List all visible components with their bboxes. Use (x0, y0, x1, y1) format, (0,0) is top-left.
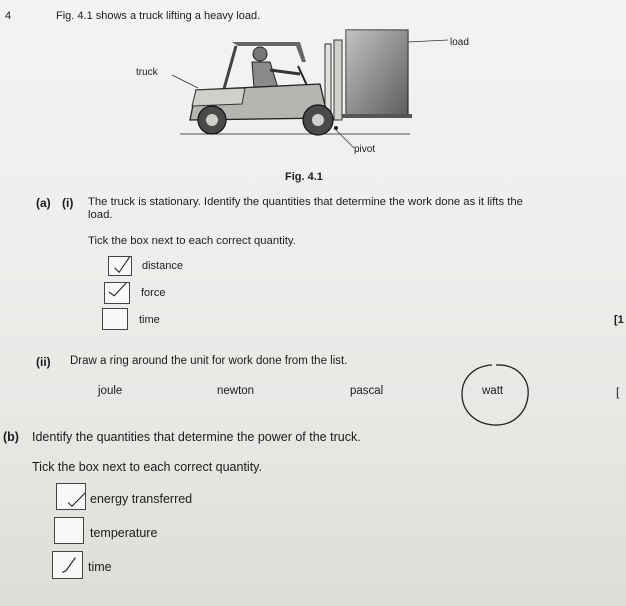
part-a-ii-label: (ii) (36, 355, 51, 369)
question-intro: Fig. 4.1 shows a truck lifting a heavy load. (56, 10, 261, 22)
checkbox-force[interactable] (104, 282, 130, 304)
part-a-i-label: (i) (62, 196, 74, 210)
option-time-a: time (139, 314, 160, 326)
option-distance: distance (142, 260, 183, 272)
part-a-instruction: Tick the box next to each correct quantity. (88, 235, 296, 247)
option-force: force (141, 287, 166, 299)
part-a-ii-question: Draw a ring around the unit for work done from the list. (70, 355, 348, 367)
tick-mark-icon (57, 484, 85, 509)
part-a-question-line1: The truck is stationary. Identify the quantities that determine the work done as it lifts the (88, 196, 523, 208)
figure-caption: Fig. 4.1 (285, 171, 323, 183)
option-energy-transferred: energy transferred (90, 492, 193, 506)
part-b-label: (b) (3, 430, 19, 444)
part-b-question: Identify the quantities that determine the power of the truck. (32, 430, 361, 444)
option-temperature: temperature (90, 526, 158, 540)
question-number: 4 (5, 10, 12, 22)
label-truck: truck (136, 67, 158, 78)
unit-joule[interactable]: joule (98, 385, 123, 397)
ring-around-watt (458, 362, 532, 428)
part-a-label: (a) (36, 196, 51, 210)
tick-mark-icon (105, 283, 129, 303)
label-load: load (450, 37, 469, 48)
checkbox-temperature[interactable] (54, 517, 84, 544)
unit-pascal[interactable]: pascal (350, 385, 384, 397)
checkbox-energy-transferred[interactable] (56, 483, 86, 510)
part-b-instruction: Tick the box next to each correct quantity. (32, 460, 262, 474)
tick-mark-icon (109, 257, 131, 275)
part-a-question-line2: load. (88, 209, 113, 221)
marks-a-i: [1 (614, 314, 624, 326)
option-time-b: time (88, 560, 112, 574)
checkbox-time-a[interactable] (102, 308, 128, 330)
checkbox-distance[interactable] (108, 256, 132, 276)
marks-a-ii: [ (616, 385, 620, 399)
forklift-figure (150, 22, 450, 172)
tick-mark-icon (53, 552, 82, 578)
label-pivot: pivot (354, 144, 376, 155)
unit-watt[interactable]: watt (482, 385, 504, 397)
checkbox-time-b[interactable] (52, 551, 83, 579)
unit-newton[interactable]: newton (217, 385, 255, 397)
